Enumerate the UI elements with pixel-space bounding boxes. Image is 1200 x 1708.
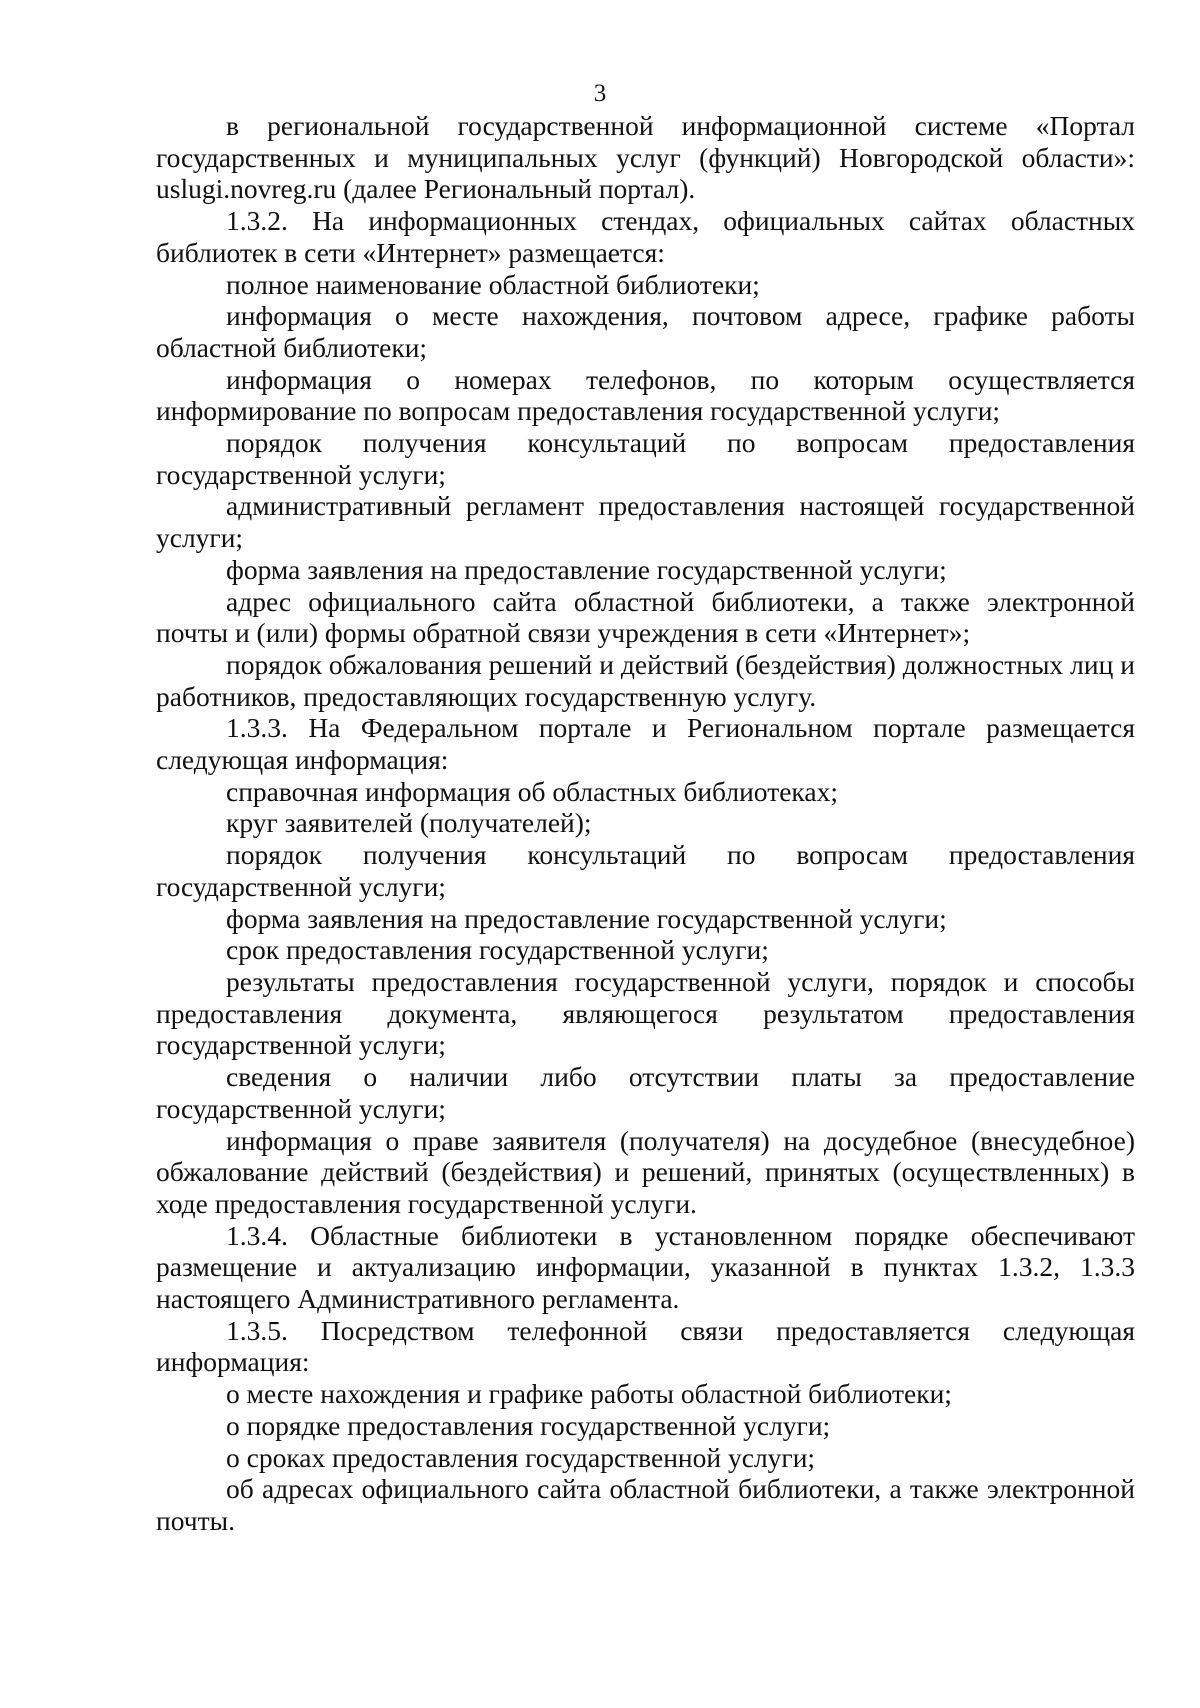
- list-item: о сроках предоставления государственной услуги;: [226, 1441, 816, 1473]
- list-item: форма заявления на предоставление государственной услуги;: [226, 553, 947, 585]
- paragraph-1-3-2: 1.3.2. На информационных стендах, официальных сайтах областных библиотек в сети «Интернет» размещается:: [156, 205, 1135, 268]
- list-item: о порядке предоставления государственной услуги;: [226, 1409, 831, 1441]
- list-item: порядок обжалования решений и действий (бездействия) должностных лиц и работников, предоставляющих государственную услугу.: [156, 648, 1135, 712]
- paragraph-1-3-4: 1.3.4. Областные библиотеки в установленном порядке обеспечивают размещение и актуализацию информации, указанной в пунктах 1.3.2, 1.3.3 настоящего Административного регламента.: [156, 1219, 1135, 1315]
- list-item: результаты предоставления государственной услуги, порядок и способы предоставления документа, являющегося результатом предоставления государственной услуги;: [156, 965, 1135, 1061]
- document-body: [156, 110, 1135, 1537]
- list-item: информация о праве заявителя (получателя) на досудебное (внесудебное) обжалование действий (бездействия) и решений, принятых (осуществленных) в ходе предоставления государственной услуги.: [156, 1124, 1135, 1219]
- list-item: круг заявителей (получателей);: [226, 807, 592, 839]
- list-item: порядок получения консультаций по вопросам предоставления государственной услуги;: [156, 839, 1135, 902]
- list-item: информация о месте нахождения, почтовом адресе, графике работы областной библиотеки;: [156, 300, 1135, 363]
- list-item: порядок получения консультаций по вопросам предоставления государственной услуги;: [156, 427, 1135, 490]
- list-item: форма заявления на предоставление государственной услуги;: [226, 902, 947, 934]
- list-item: информация о номерах телефонов, по которым осуществляется информирование по вопросам предоставления государственной услуги;: [156, 363, 1135, 427]
- list-item: сведения о наличии либо отсутствии платы за предоставление государственной услуги;: [156, 1061, 1135, 1124]
- list-item: о месте нахождения и графике работы областной библиотеки;: [226, 1378, 952, 1410]
- list-item: адрес официального сайта областной библиотеки, а также электронной почты и (или) формы обратной связи учреждения в сети «Интернет»;: [156, 585, 1135, 649]
- list-item: об адресах официального сайта областной библиотеки, а также электронной почты.: [156, 1473, 1135, 1536]
- page-number: 3: [593, 80, 607, 107]
- list-item: срок предоставления государственной услуги;: [226, 934, 769, 966]
- paragraph-1-3-5: 1.3.5. Посредством телефонной связи предоставляется следующая информация:: [156, 1314, 1135, 1378]
- list-item: административный регламент предоставления настоящей государственной услуги;: [156, 490, 1135, 554]
- list-item: справочная информация об областных библиотеках;: [226, 775, 838, 807]
- list-item: полное наименование областной библиотеки;: [226, 268, 760, 300]
- paragraph-1-3-3: 1.3.3. На Федеральном портале и Региональном портале размещается следующая информация:: [156, 712, 1135, 776]
- paragraph-regional-portal: в региональной государственной информационной системе «Портал государственных и муниципальных услуг (функций) Новгородской области»: uslugi.novreg.ru (далее Региональный портал).: [156, 110, 1135, 205]
